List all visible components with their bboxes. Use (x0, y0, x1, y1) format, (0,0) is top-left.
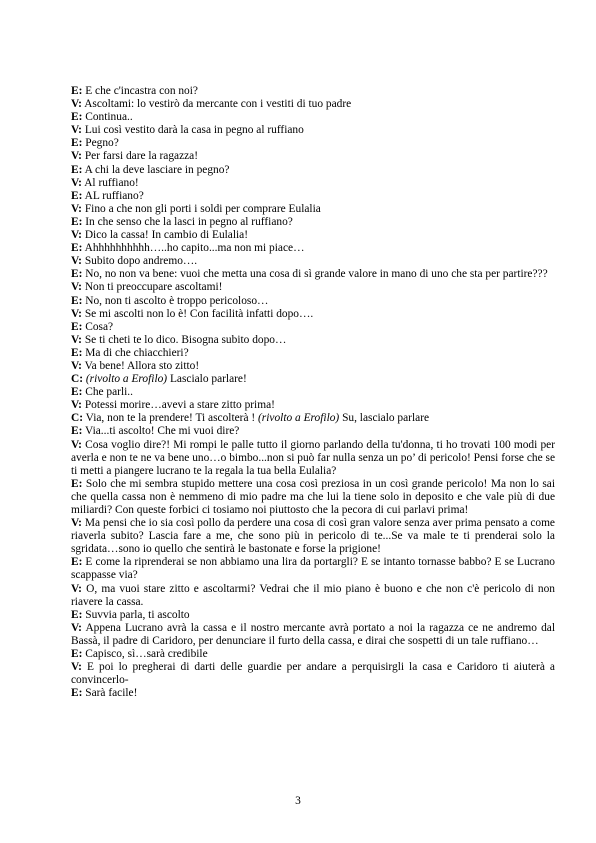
line-text: Che parli.. (82, 386, 134, 399)
speaker-label: V: (71, 517, 82, 530)
dialogue-line (71, 177, 555, 190)
dialogue-line (71, 268, 555, 281)
dialogue-line (71, 150, 555, 163)
dialogue-line (71, 347, 555, 360)
dialogue-line (71, 412, 555, 425)
line-text: Lascialo parlare! (167, 373, 247, 386)
line-text: Ahhhhhhhhhh…..ho capito...ma non mi piace… (82, 242, 305, 255)
speaker-label: V: (71, 176, 82, 189)
speaker-label: E: (71, 163, 83, 176)
line-text: Ma pensi che io sia così pollo da perdere una cosa di così gran valore senza aver prima pensato a come riaverla subito? Lascia fare a me, che sono più in pericolo di te...Se va male te ti prenderai solo la sgridata…sono io quello che sentirà le bastonate e forse la prigione! (71, 517, 555, 556)
line-text: Pegno? (82, 137, 119, 150)
dialogue-line (71, 478, 555, 517)
speaker-label: V: (71, 202, 82, 215)
line-text: Lui così vestito darà la casa in pegno al ruffiano (81, 124, 304, 137)
line-text: Su, lascialo parlare (339, 412, 430, 425)
dialogue-line (71, 281, 555, 294)
line-text: Suvvia parla, ti ascolto (82, 608, 190, 621)
speaker-label: C: (71, 373, 84, 386)
dialogue-line (71, 321, 555, 334)
line-text: Dico la cassa! In cambio di Eulalia! (81, 229, 249, 242)
line-text: A chi la deve lasciare in pegno? (82, 163, 230, 176)
line-text: E come la riprenderai se non abbiamo una lira da portargli? E se intanto tornasse babbo? E se Lucrano scappasse via? (71, 556, 555, 582)
speaker-label: V: (71, 399, 82, 412)
speaker-label: E: (71, 294, 83, 307)
line-text: Va bene! Allora sto zitto! (81, 359, 200, 372)
line-text: Potessi morire…avevi a stare zitto prima! (81, 399, 275, 412)
dialogue-line (71, 583, 555, 609)
line-text: Se ti cheti te lo dico. Bisogna subito dopo… (81, 333, 287, 346)
speaker-label: E: (71, 346, 83, 359)
dialogue-line (71, 255, 555, 268)
line-text: Al ruffiano! (81, 176, 139, 189)
speaker-label: V: (71, 281, 82, 294)
dialogue-line (71, 556, 555, 582)
dialogue-line (71, 295, 555, 308)
line-text: Cosa voglio dire?! Mi rompi le palle tutto il giorno parlando della tu'donna, ti ho trovati 100 modi per averla e non te ne va bene uno…o bimbo...non si può far nulla senza un po’ di pericolo! Pensi forse che se ti metti a piangere lucrano te la regala la tua bella Eulalia? (71, 438, 555, 477)
dialogue-line (71, 425, 555, 438)
dialogue-line (71, 687, 555, 700)
speaker-label: E: (71, 648, 83, 661)
speaker-label: E: (71, 687, 83, 700)
speaker-label: E: (71, 242, 83, 255)
speaker-label: V: (71, 150, 82, 163)
speaker-label: V: (71, 661, 82, 674)
dialogue-line (71, 216, 555, 229)
line-text: Se mi ascolti non lo è! Con facilità infatti dopo…. (81, 307, 314, 320)
line-text: O, ma vuoi stare zitto e ascoltarmi? Vedrai che il mio piano è buono e che non c'è pericolo di non riavere la cassa. (71, 582, 555, 608)
stage-direction: (rivolto a Erofilo) (85, 373, 168, 386)
line-text: Capisco, sì…sarà credibile (82, 648, 208, 661)
line-text: Non ti preoccupare ascoltami! (81, 281, 223, 294)
dialogue-line (71, 373, 555, 386)
dialogue-line (71, 360, 555, 373)
dialogue-line (71, 203, 555, 216)
dialogue-text (71, 85, 555, 700)
line-text: E che c'incastra con noi? (82, 85, 198, 97)
speaker-label: V: (71, 333, 82, 346)
speaker-label: V: (71, 582, 82, 595)
dialogue-line (71, 648, 555, 661)
speaker-label: E: (71, 556, 83, 569)
line-text: Ascoltami: lo vestirò da mercante con i vestiti di tuo padre (81, 98, 352, 111)
speaker-label: E: (71, 386, 83, 399)
dialogue-line (71, 242, 555, 255)
line-text: Subito dopo andremo…. (81, 255, 198, 268)
dialogue-line (71, 622, 555, 648)
line-text: No, no non va bene: vuoi che metta una cosa di sì grande valore in mano di uno che sta per partire??? (82, 268, 548, 281)
line-text: Via, non te la prendere! Ti ascolterà ! (83, 412, 259, 425)
line-text: Sarà facile! (82, 687, 138, 700)
line-text: Per farsi dare la ragazza! (81, 150, 199, 163)
speaker-label: V: (71, 438, 82, 451)
speaker-label: E: (71, 85, 83, 97)
line-text: Via...ti ascolto! Che mi vuoi dire? (82, 425, 240, 438)
dialogue-line (71, 334, 555, 347)
speaker-label: V: (71, 255, 82, 268)
line-text: AL ruffiano? (82, 189, 144, 202)
speaker-label: C: (71, 412, 84, 425)
line-text: Solo che mi sembra stupido mettere una cosa così preziosa in un così grande pericolo! Ma non lo sai che quella cassa non è nemmeno di mio padre ma che lui la tiene solo in deposito e che vale più di due miliardi? Con queste forbici ci tosiamo noi piuttosto che la pecora di cui parlavi prima! (71, 477, 555, 516)
line-text: Fino a che non gli porti i soldi per comprare Eulalia (81, 202, 321, 215)
speaker-label: E: (71, 111, 83, 124)
line-text: In che senso che la lasci in pegno al ruffiano? (82, 215, 293, 228)
speaker-label: V: (71, 621, 82, 634)
dialogue-line (71, 609, 555, 622)
line-text: Ma di che chiacchieri? (82, 346, 189, 359)
dialogue-line (71, 85, 555, 98)
speaker-label: E: (71, 137, 83, 150)
speaker-label: E: (71, 215, 83, 228)
dialogue-line (71, 399, 555, 412)
line-text: No, non ti ascolto è troppo pericoloso… (82, 294, 269, 307)
dialogue-line (71, 164, 555, 177)
speaker-label: V: (71, 98, 82, 111)
page-number: 3 (295, 795, 301, 807)
dialogue-line (71, 229, 555, 242)
stage-direction: (rivolto a Erofilo) (258, 412, 340, 425)
line-text: Continua.. (82, 111, 133, 124)
speaker-label: E: (71, 477, 83, 490)
dialogue-line (71, 386, 555, 399)
speaker-label: V: (71, 359, 82, 372)
speaker-label: E: (71, 608, 83, 621)
speaker-label: V: (71, 229, 82, 242)
speaker-label: E: (71, 425, 83, 438)
dialogue-line (71, 308, 555, 321)
dialogue-line (71, 111, 555, 124)
dialogue-line (71, 190, 555, 203)
line-text: Appena Lucrano avrà la cassa e il nostro mercante avrà portato a noi la ragazza ce ne andremo dal Bassà, il padre di Caridoro, per denunciare il furto della cassa, e dirai che sospetti di un tale ruffiano… (71, 621, 555, 647)
dialogue-line (71, 98, 555, 111)
speaker-label: V: (71, 307, 82, 320)
dialogue-line (71, 439, 555, 478)
line-text: Cosa? (82, 320, 114, 333)
dialogue-line (71, 137, 555, 150)
line-text: E poi lo pregherai di darti delle guardie per andare a perquisirgli la casa e Caridoro ti aiuterà a convincerlo- (71, 661, 555, 687)
speaker-label: V: (71, 124, 82, 137)
dialogue-line (71, 661, 555, 687)
dialogue-line (71, 124, 555, 137)
dialogue-line (71, 517, 555, 556)
speaker-label: E: (71, 268, 83, 281)
speaker-label: E: (71, 320, 83, 333)
speaker-label: E: (71, 189, 83, 202)
